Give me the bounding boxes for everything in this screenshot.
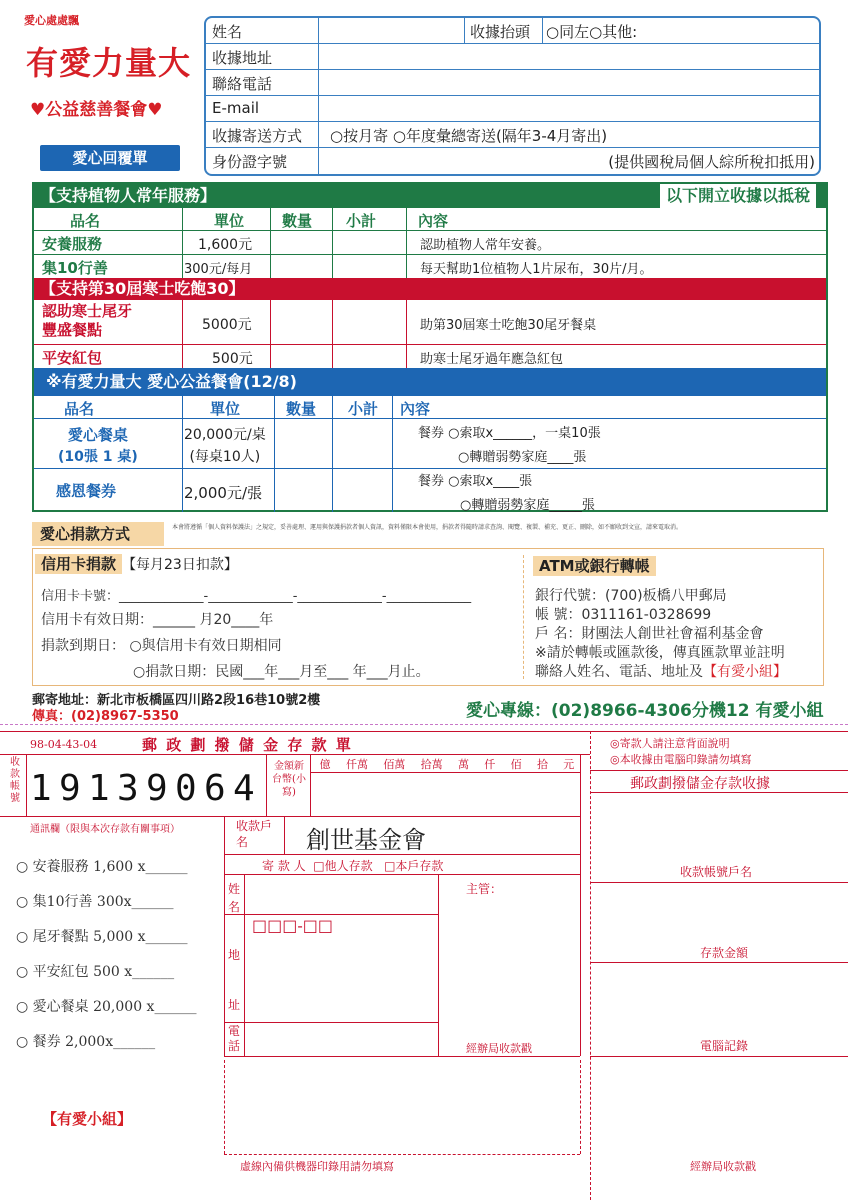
email-label: E-mail [212,99,260,117]
donation-items-table [32,182,828,512]
item-name: 安養服務 [42,235,103,253]
memo-item[interactable]: ○ 餐券 2,000x______ [16,1034,156,1050]
item-unit: 2,000元/張 [184,484,262,502]
col-name: 品名 [70,212,101,230]
heart-icon: ♥ [147,100,163,120]
col-qty: 數量 [286,400,317,418]
phone-label: 聯絡電話 [212,75,273,93]
cc-period-field[interactable]: 捐款到期日： ○與信用卡有效日期相同 [41,638,282,654]
account-holder: 戶 名：財團法人創世社會福利基金會 [535,626,764,642]
item-unit: 500元 [212,351,253,367]
receipt-amount-label: 存款金額 [700,946,749,960]
receipt-record-label: 電腦記錄 [700,1039,749,1053]
donor-info-box [204,16,821,176]
receipt-title-label: 收據抬頭 [470,23,531,41]
col-subtotal: 小計 [348,400,379,418]
cc-number-field[interactable]: 信用卡卡號：_____________-_____________-_____________-_____________ [41,589,472,604]
item-unit: 300元/每月 [184,262,253,277]
brand-title: 有愛力量大 [26,44,192,82]
item-content[interactable]: 餐券 ○索取x____張 ○轉贈弱勢家庭_____張 [418,474,595,513]
bank-stamp-label: 經辦局收款戳 [466,1042,532,1055]
memo-item[interactable]: ○ 安養服務 1,600 x______ [16,859,188,875]
sender-address-label: 地址 [228,948,241,1012]
item-content: 每天幫助1位植物人1片尿布，30片/月。 [420,262,653,277]
col-qty: 數量 [282,212,313,230]
send-method-options[interactable]: ○按月寄 ○年度彙總寄送(隔年3-4月寄出) [330,127,608,145]
transfer-notice-2: 聯絡人姓名、電話、地址及【有愛小組】 [535,664,787,680]
amount-units: 億 仟萬 佰萬 拾萬 萬 仟 佰 拾 元 [319,758,575,771]
memo-item[interactable]: ○ 平安紅包 500 x______ [16,964,175,980]
sec2-header: 【支持第30屆寒士吃飽30】 [34,278,826,300]
sender-name-label: 姓名 [228,882,241,914]
postal-title: 郵 政 劃 撥 儲 金 存 款 單 [142,736,353,754]
donation-methods-box [32,548,824,686]
item-unit: 5000元 [202,317,252,333]
sec3-header: ※有愛力量大 愛心公益餐會(12/8) [34,368,826,396]
address-label: 收據地址 [212,49,273,67]
bank-code: 銀行代號：(700)板橋八甲郵局 [535,588,727,604]
id-label: 身份證字號 [212,153,288,171]
item-name: 集10行善 [42,259,108,277]
atm-section: ATM或銀行轉帳 [533,555,656,576]
memo-title: 通訊欄（限與本次存款有關事項） [30,824,180,835]
item-content: 助寒士尾牙過年應急紅包 [420,352,564,367]
item-name: 感恩餐券 [56,482,117,500]
zip-boxes[interactable]: □□□-□□ [252,916,333,935]
col-subtotal: 小計 [346,212,377,230]
item-unit: 20,000元/桌 (每桌10人) [184,427,266,465]
cc-period-custom[interactable]: ○捐款日期：民國___年___月至___ 年___月止。 [133,664,430,680]
cc-expiry-field[interactable]: 信用卡有效日期：______ 月20____年 [41,612,274,628]
payee-label: 收款戶名 [236,819,273,849]
col-unit: 單位 [210,400,241,418]
item-name: 愛心餐桌 (10張 1 桌) [58,426,138,465]
bank-account: 帳 號：0311161-0328699 [535,607,712,623]
group-tag: 【有愛小組】 [42,1110,133,1128]
form-code: 98-04-43-04 [30,738,98,751]
sender-label: 寄 款 人 □他人存款 □本戶存款 [262,859,444,873]
sec1-header: 【支持植物人常年服務】 以下開立收據以抵稅 [34,184,826,208]
receipt-payee-label: 收款帳號戶名 [680,865,753,879]
fax-number: 傳真：(02)8967-5350 [32,709,179,724]
memo-item[interactable]: ○ 尾牙餐點 5,000 x______ [16,929,188,945]
credit-card-section: 信用卡捐款 【每月23日扣款】 [35,553,238,574]
send-method-label: 收據寄送方式 [212,127,303,145]
id-note: (提供國稅局個人綜所稅扣抵用) [608,153,815,171]
sender-phone-label: 電話 [228,1024,241,1053]
item-name: 認助寒士尾牙 豐盛餐點 [42,302,133,339]
reply-form-badge: 愛心回覆單 [40,145,180,171]
donation-method-badge: 愛心捐款方式 [32,522,164,546]
transfer-notice: ※請於轉帳或匯款後，傳真匯款單並註明 [535,645,785,661]
memo-item[interactable]: ○ 愛心餐桌 20,000 x______ [16,999,197,1015]
postal-notes: ◎寄款人請注意背面說明 ◎本收據由電腦印錄請勿填寫 [610,737,752,766]
account-number-label: 收款帳號 [10,757,20,804]
item-content[interactable]: 餐券 ○索取x______，一桌10張 ○轉贈弱勢家庭____張 [418,426,601,465]
receipt-stamp-label: 經辦局收款戳 [690,1160,756,1173]
receipt-title: 郵政劃撥儲金存款收據 [630,776,770,792]
receipt-title-options[interactable]: ○同左○其他: [546,23,638,41]
col-content: 內容 [418,212,449,230]
mailing-address: 郵寄地址：新北市板橋區四川路2段16巷10號2樓 [32,693,321,708]
item-content: 助第30屆寒士吃飽30尾牙餐桌 [420,318,597,333]
name-label: 姓名 [212,23,243,41]
privacy-note: 本會將遵循「個人資料保護法」之規定，妥善處理、運用與保護捐款者個人資訊，資料僅限本會使用，捐款者得隨時請求查詢、閱覽、複製、補充、更正、刪除，如不願收到文宣，請來電取消。 [172,524,683,531]
amount-label: 金額新台幣(小寫) [272,761,306,798]
brand-subtitle: ♥公益慈善餐會♥ [30,100,163,120]
item-unit: 1,600元 [198,237,253,253]
machine-note: 虛線內備供機器印錄用請勿填寫 [240,1160,394,1173]
col-name: 品名 [64,400,95,418]
brand-tagline: 愛心處處飄 [24,14,79,27]
item-name: 平安紅包 [42,349,103,367]
payee-name: 創世基金會 [306,826,426,854]
col-content: 內容 [400,400,431,418]
hotline: 愛心專線：(02)8966-4306分機12 有愛小組 [466,701,824,721]
supervisor-label: 主管： [466,882,503,896]
item-content: 認助植物人常年安養。 [420,238,551,253]
heart-icon: ♥ [30,100,46,120]
memo-item[interactable]: ○ 集10行善 300x______ [16,894,174,910]
col-unit: 單位 [214,212,245,230]
